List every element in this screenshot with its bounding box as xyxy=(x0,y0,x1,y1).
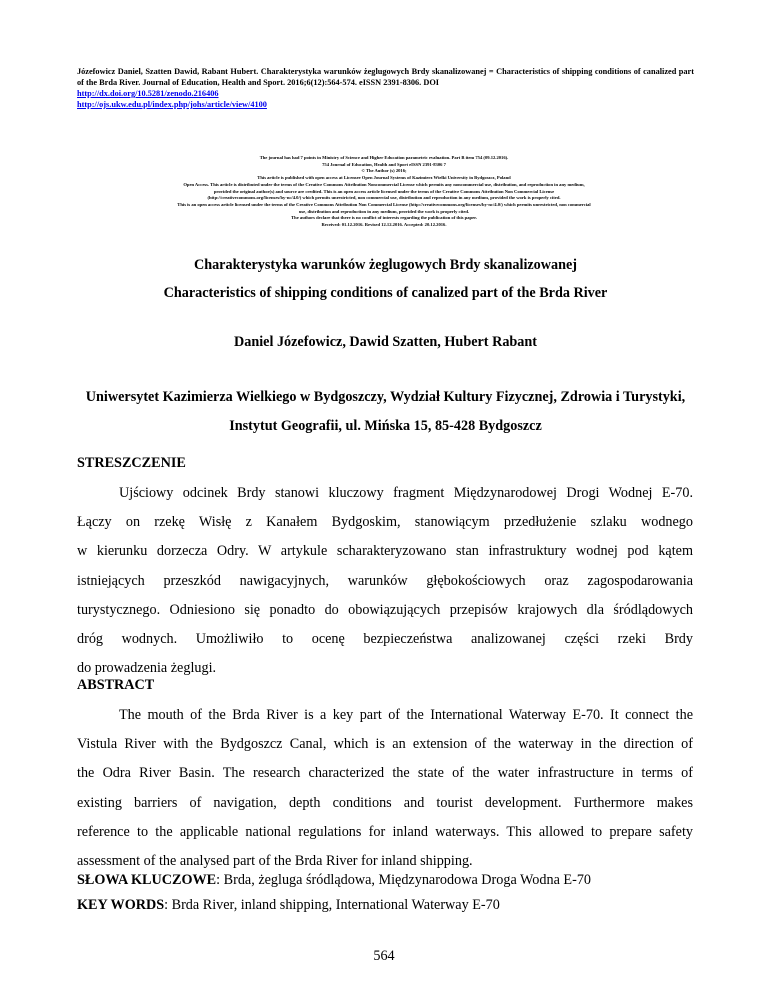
abstract-body xyxy=(77,701,693,876)
notice-line: provided the original author(s) and source are credited. This is an open access article licensed under the terms of the Creative Commons Attribution Non Commercial License xyxy=(213,188,555,194)
title-polish: Charakterystyka warunków żeglugowych Brdy skanalizowanej xyxy=(193,257,578,273)
streszczenie-line: dróg wodnych. Umożliwiło to ocenę bezpieczeństwa analizowanej części rzeki Brdy xyxy=(77,630,693,647)
notice-line: © The Author (s) 2016; xyxy=(361,168,407,174)
notice-line: Open Access. This article is distributed under the terms of the Creative Commons Attribution Noncommercial License which permits any noncommercial use, distribution, and reproduction in any medium, xyxy=(183,181,585,187)
streszczenie-line: do prowadzenia żeglugi. xyxy=(77,660,217,677)
notice-line: Received: 01.12.2016. Revised 12.12.2016. Accepted: 20.12.2016. xyxy=(321,222,447,228)
streszczenie-line: Łączy on rzekę Wisłę z Kanałem Bydgoskim, stanowiącym przedłużenie szlaku wodnego xyxy=(77,514,693,531)
abstract-line: The mouth of the Brda River is a key part of the International Waterway E-70. It connect the xyxy=(119,707,693,723)
abstract-heading: ABSTRACT xyxy=(77,677,155,693)
streszczenie-line: turystycznego. Odniesiono się ponadto do obowiązujących przepisów krajowych dla śródlądowych xyxy=(77,601,693,618)
keywords-polish-text: : Brda, żegluga śródlądowa, Międzynarodowa Droga Wodna E-70 xyxy=(216,872,592,888)
notice-line: This article is published with open access at Licensee Open Journal Systems of Kazimierz Wielki University in Bydgoszcz, Poland xyxy=(257,175,511,181)
keywords-polish-label: SŁOWA KLUCZOWE xyxy=(77,872,217,888)
keywords-english-label: KEY WORDS xyxy=(77,897,165,913)
keywords-english-text: : Brda River, inland shipping, International Waterway E-70 xyxy=(164,897,500,913)
keywords-polish xyxy=(77,872,591,889)
notice-line: The journal has had 7 points in Ministry of Science and Higher Education parametric evaluation. Part B item 754 (09.12.2016). xyxy=(259,155,509,160)
streszczenie-heading: STRESZCZENIE xyxy=(77,455,186,471)
keywords-english xyxy=(77,897,500,914)
notice-line: (http://creativecommons.org/licenses/by-nc/4.0/) which permits unrestricted, non commercial use, distribution and reproduction in any medium, provided the work is properly cited. xyxy=(207,195,561,201)
doi-link[interactable]: http://dx.doi.org/10.5281/zenodo.216406 xyxy=(77,89,219,98)
citation-text: Józefowicz Daniel, Szatten Dawid, Rabant Hubert. Charakterystyka warunków żeglugowych Brdy skanalizowanej = Characteristics of shipping conditions of canalized part of the Brda River. Journal of Education, Health and Sport. 2016;6(12):564-574. eISSN 2391-8306. DOI xyxy=(77,67,694,87)
authors: Daniel Józefowicz, Dawid Szatten, Hubert Rabant xyxy=(233,334,538,350)
abstract-line: reference to the applicable national regulations for inland waterways. This allowed to prepare safety xyxy=(77,823,693,840)
streszczenie-body xyxy=(77,479,693,683)
page-number: 564 xyxy=(373,948,395,964)
abstract-line: existing barriers of navigation, depth conditions and tourist development. Furthermore makes xyxy=(77,794,693,811)
notice-line: This is an open access article licensed under the terms of the Creative Commons Attribution Non Commercial License (http://creativecommons.org/licenses/by-nc/4.0/) which permits unrestricted, non commercial xyxy=(177,201,591,207)
streszczenie-line: Ujściowy odcinek Brdy stanowi kluczowy fragment Międzynarodowej Drogi Wodnej E-70. xyxy=(119,485,693,501)
abstract-line: Vistula River with the Bydgoszcz Canal, which is an extension of the waterway in the direction of xyxy=(77,736,693,753)
abstract-line: the Odra River Basin. The research characterized the state of the water infrastructure in terms of xyxy=(77,765,693,782)
notice-line: use, distribution and reproduction in any medium, provided the work is properly cited. xyxy=(298,208,470,214)
article-link[interactable]: http://ojs.ukw.edu.pl/index.php/johs/article/view/4100 xyxy=(77,100,267,109)
notice-line: 754 Journal of Education, Health and Sport eISSN 2391-8306 7 xyxy=(322,161,446,167)
citation-block xyxy=(77,66,694,110)
streszczenie-line: w kierunku dorzecza Odry. W artykule scharakteryzowano stan infrastruktury wodnej pod kątem xyxy=(77,543,693,560)
affiliation: Uniwersytet Kazimierza Wielkiego w Bydgoszczy, Wydział Kultury Fizycznej, Zdrowia i Turystyki, Instytut Geografii, ul. Mińska 15, 85-428 Bydgoszcz xyxy=(85,389,686,434)
notice-line: The authors declare that there is no conflict of interests regarding the publication of this paper. xyxy=(291,215,477,221)
streszczenie-line: istniejących przeszkód nawigacyjnych, warunków głębokościowych oraz zagospodarowania xyxy=(77,572,693,589)
title-english: Characteristics of shipping conditions of canalized part of the Brda River xyxy=(163,285,608,301)
abstract-line: assessment of the analysed part of the Brda River for inland shipping. xyxy=(77,852,473,869)
license-notice xyxy=(60,155,708,229)
